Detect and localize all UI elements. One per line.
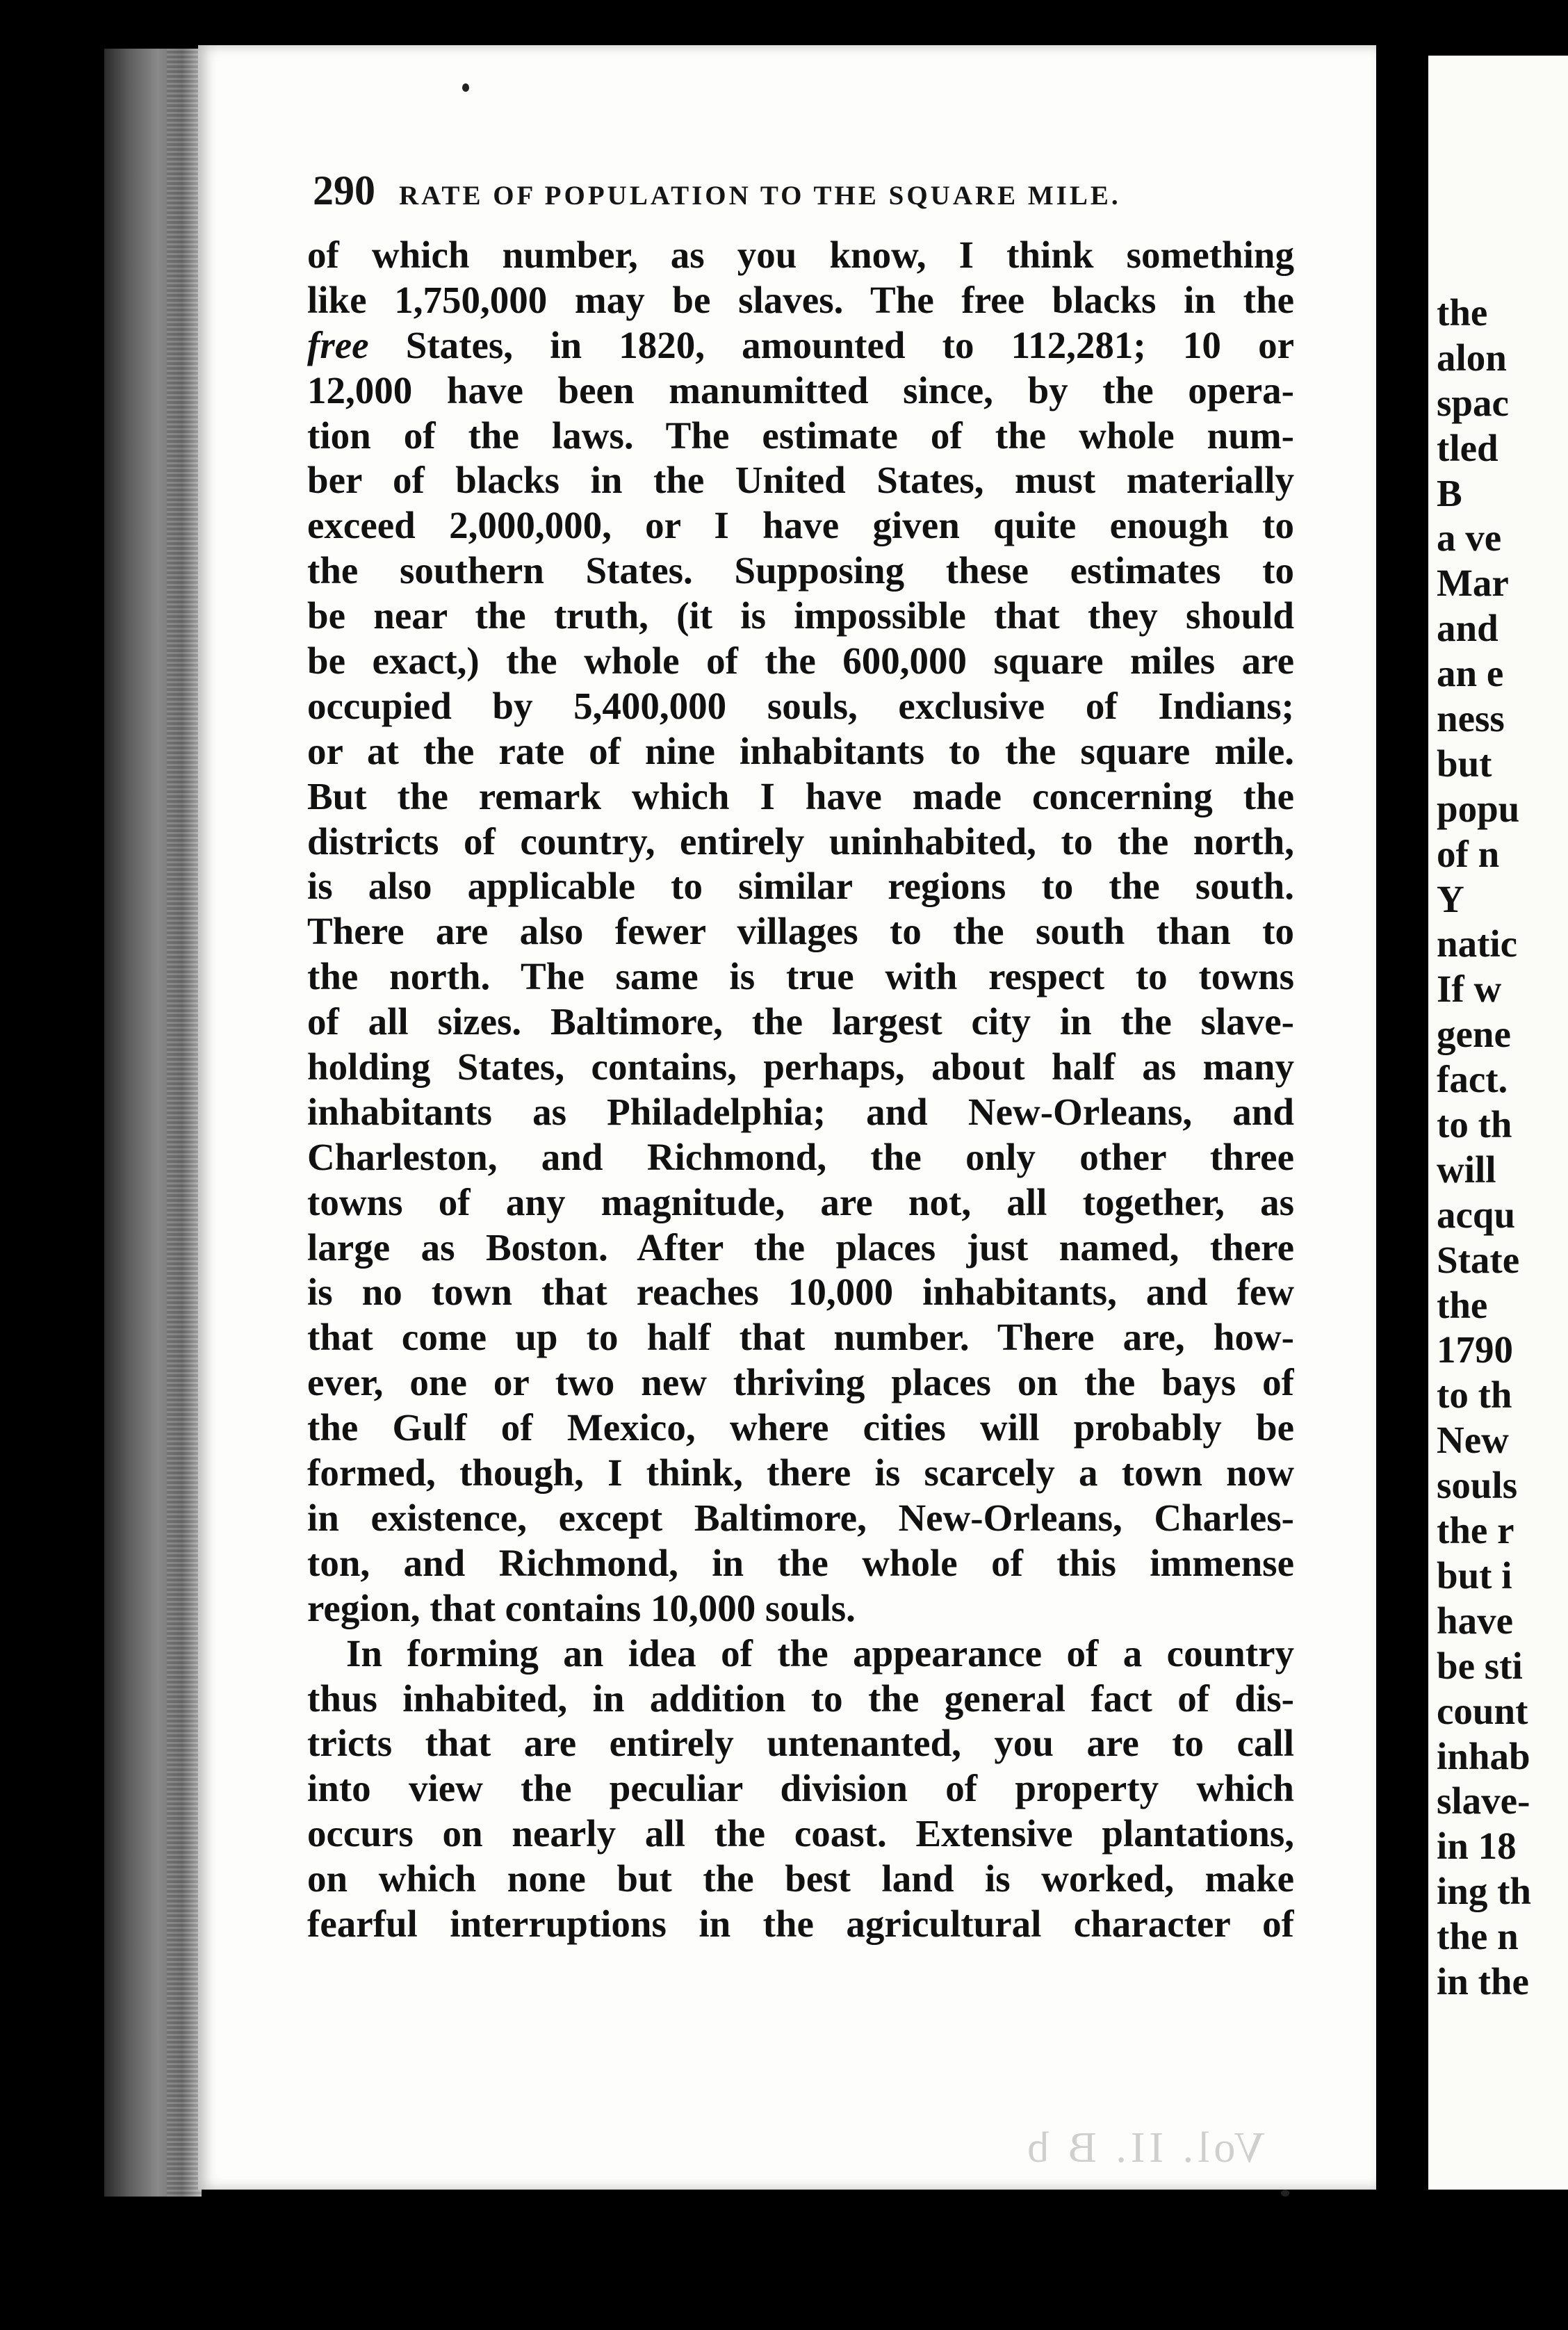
text-line: into view the peculiar division of property which [307, 1767, 1294, 1810]
text-line: is also applicable to similar regions to the south. [307, 865, 1294, 908]
text-line: that come up to half that number. There are, how- [307, 1316, 1294, 1359]
next-page-line: the n [1437, 1915, 1519, 1958]
running-head [313, 167, 1314, 215]
dust-speck [1281, 2190, 1289, 2197]
text-line: tricts that are entirely untenanted, you are to call [307, 1722, 1294, 1765]
next-page-line: New [1437, 1419, 1509, 1462]
page-number: 290 [313, 168, 375, 213]
next-page-text [1437, 291, 1531, 2005]
next-page-line: If w [1437, 968, 1502, 1011]
text-line: tion of the laws. The estimate of the whole num- [307, 414, 1294, 457]
text-line: is no town that reaches 10,000 inhabitants, and few [307, 1271, 1294, 1314]
next-page-line: ness [1437, 697, 1505, 740]
next-page-line: be sti [1437, 1644, 1523, 1687]
text-line: or at the rate of nine inhabitants to the square mile. [307, 729, 1294, 772]
next-page-line: popu [1437, 787, 1520, 830]
next-page-line: Mar [1437, 562, 1509, 605]
next-page-line: in the [1437, 1960, 1529, 2003]
text-line: of which number, as you know, I think something [307, 234, 1294, 276]
next-page-line: B [1437, 471, 1462, 514]
next-page-line: 1790 [1437, 1328, 1513, 1371]
text-line: towns of any magnitude, are not, all together, as [307, 1180, 1294, 1223]
next-page-line: the [1437, 1283, 1488, 1326]
text-line: of all sizes. Baltimore, the largest city in the slave- [307, 1000, 1294, 1043]
running-title: RATE OF POPULATION TO THE SQUARE MILE. [399, 181, 1121, 211]
text-line: There are also fewer villages to the south than to [307, 910, 1294, 953]
next-page-line: fact. [1437, 1058, 1508, 1101]
book-page-290 [198, 45, 1376, 2190]
text-line: inhabitants as Philadelphia; and New-Orleans, and [307, 1090, 1294, 1133]
text-line: 12,000 have been manumitted since, by the opera- [307, 368, 1294, 412]
next-page-line: count [1437, 1689, 1528, 1732]
next-page-line: souls [1437, 1464, 1518, 1507]
next-page-fragment [1428, 56, 1568, 2190]
next-page-line: alon [1437, 336, 1507, 379]
next-page-line: inhab [1437, 1734, 1530, 1777]
next-page-line: the [1437, 291, 1488, 334]
text-line: the southern States. Supposing these estimates to [307, 549, 1294, 592]
text-line: ton, and Richmond, in the whole of this immense [307, 1541, 1294, 1584]
text-line: the north. The same is true with respect to towns [307, 955, 1294, 998]
body-text [307, 233, 1294, 1947]
text-line: occurs on nearly all the coast. Extensive plantations, [307, 1812, 1294, 1855]
next-page-line: in 18 [1437, 1825, 1517, 1868]
text-line: Charleston, and Richmond, the only other three [307, 1135, 1294, 1178]
text-line: be exact,) the whole of the 600,000 square miles are [307, 639, 1294, 683]
book-binding-edge [167, 49, 202, 2197]
next-page-line: but [1437, 742, 1492, 785]
next-page-line: a ve [1437, 516, 1502, 560]
text-line: exceed 2,000,000, or I have given quite enough to [307, 504, 1294, 547]
text-line: ber of blacks in the United States, must materially [307, 459, 1294, 502]
text-line: be near the truth, (it is impossible that they should [307, 594, 1294, 637]
next-page-line: but i [1437, 1554, 1512, 1597]
text-line: the Gulf of Mexico, where cities will probably be [307, 1406, 1294, 1449]
italic-word: free [307, 323, 369, 366]
show-through-text: Vol. II. B b [1022, 2124, 1265, 2172]
text-line: large as Boston. After the places just named, there [307, 1225, 1294, 1269]
next-page-line: ing th [1437, 1870, 1532, 1913]
next-page-line: State [1437, 1238, 1520, 1281]
text-line: occupied by 5,400,000 souls, exclusive of Indians; [307, 684, 1294, 727]
text-line: region, that contains 10,000 souls. [307, 1586, 856, 1629]
text-line: formed, though, I think, there is scarcely a town now [307, 1451, 1294, 1494]
dust-speck [462, 83, 469, 92]
next-page-line: Y [1437, 877, 1464, 920]
next-page-line: natic [1437, 922, 1518, 966]
next-page-line: the r [1437, 1509, 1514, 1552]
next-page-line: have [1437, 1599, 1513, 1642]
text-line: thus inhabited, in addition to the general fact of dis- [307, 1677, 1294, 1720]
next-page-line: to th [1437, 1374, 1512, 1417]
next-page-line: to th [1437, 1103, 1512, 1146]
text-line: holding States, contains, perhaps, about half as many [307, 1045, 1294, 1089]
text-line: in existence, except Baltimore, New-Orleans, Charles- [307, 1496, 1294, 1539]
next-page-line: an e [1437, 652, 1504, 695]
next-page-line: tled [1437, 426, 1498, 469]
next-page-line: will [1437, 1148, 1496, 1191]
next-page-line: acqu [1437, 1193, 1516, 1236]
text-line: But the remark which I have made concerning the [307, 774, 1294, 817]
text-line: like 1,750,000 may be slaves. The free blacks in the [307, 278, 1294, 321]
next-page-line: gene [1437, 1013, 1511, 1056]
text-line: on which none but the best land is worked, make [307, 1857, 1294, 1900]
next-page-line: of n [1437, 832, 1500, 875]
text-line: In forming an idea of the appearance of a country [346, 1631, 1294, 1675]
next-page-line: spac [1437, 381, 1509, 424]
next-page-line: slave- [1437, 1779, 1530, 1823]
text-line: free States, in 1820, amounted to 112,281; 10 or [307, 323, 1294, 366]
next-page-line: and [1437, 607, 1498, 650]
text-line: ever, one or two new thriving places on the bays of [307, 1361, 1294, 1404]
text-line: fearful interruptions in the agricultural character of [307, 1902, 1294, 1945]
text-line: districts of country, entirely uninhabited, to the north, [307, 820, 1294, 863]
